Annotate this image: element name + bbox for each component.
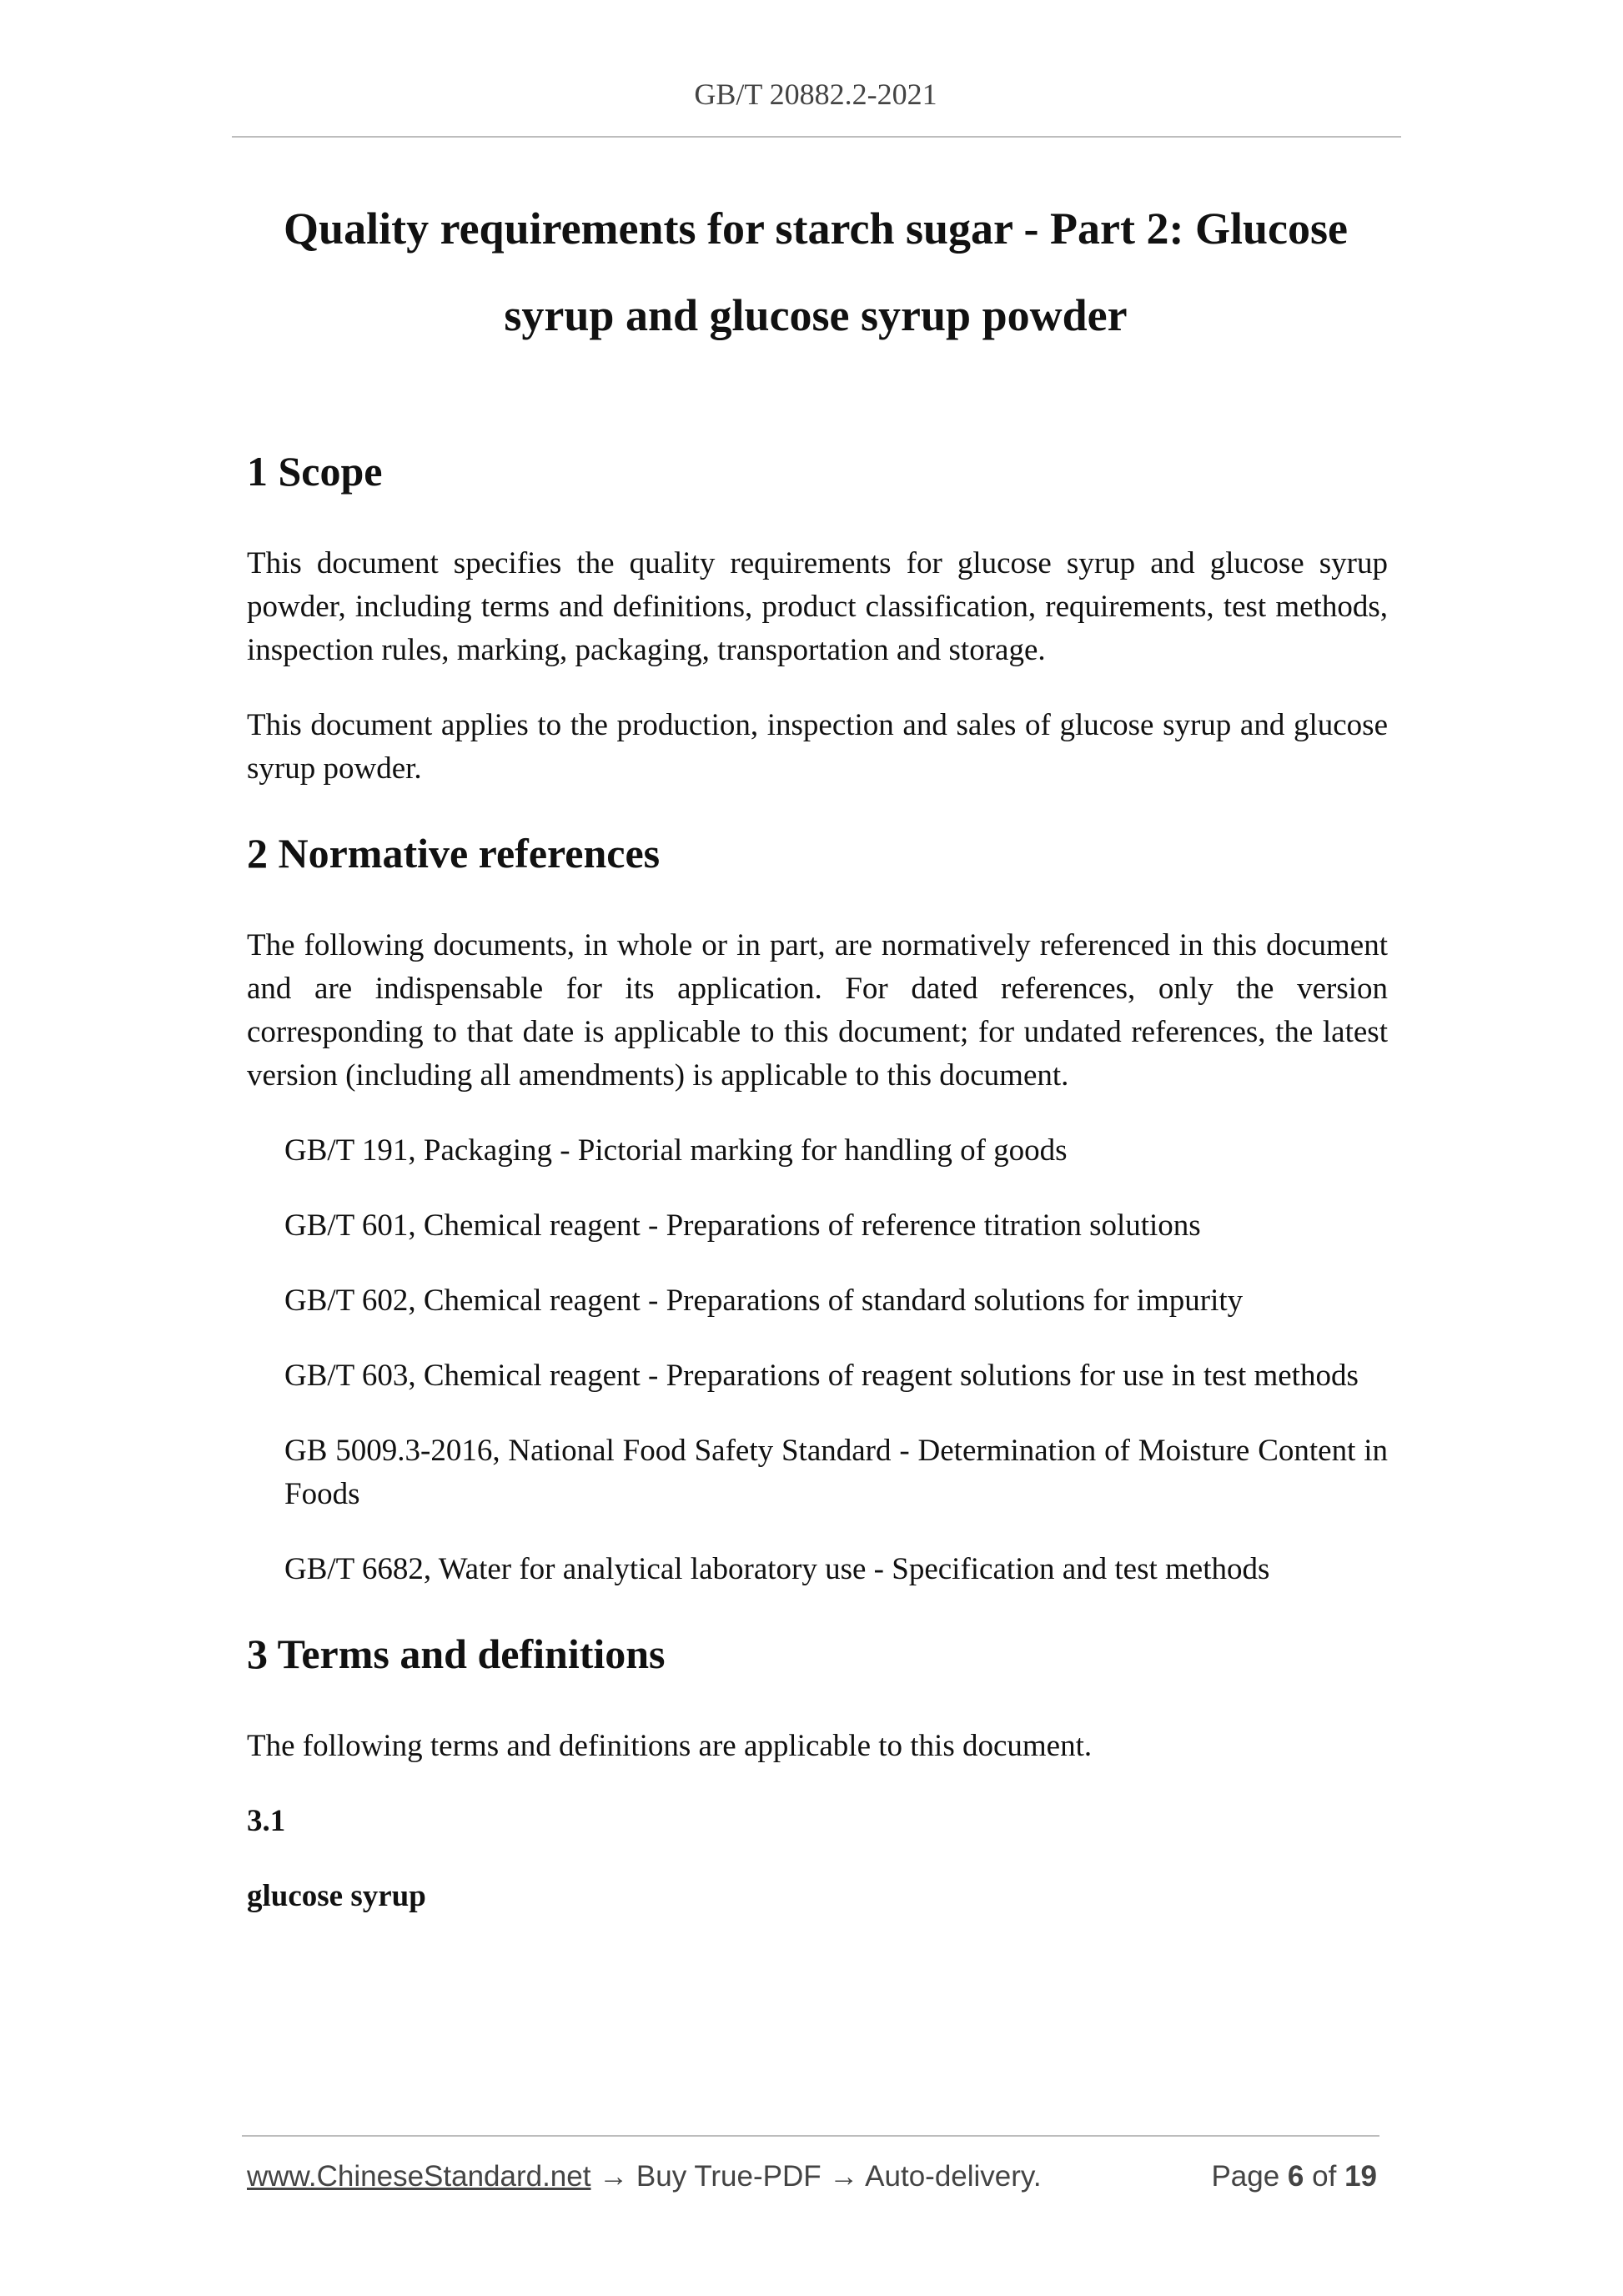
document-body [247, 442, 1388, 1918]
reference-item: GB/T 603, Chemical reagent - Preparations of reagent solutions for use in test methods [284, 1359, 1359, 1393]
website-link[interactable]: www.ChineseStandard.net [247, 2160, 591, 2193]
terms-intro-paragraph: The following terms and definitions are applicable to this document. [247, 1729, 1093, 1763]
section-normative-references [247, 824, 1388, 1591]
document-title-line-1: Quality requirements for starch sugar - Part 2: Glucose [284, 203, 1348, 254]
term-number: 3.1 [247, 1804, 286, 1838]
header-divider [232, 136, 1401, 138]
footer-divider [242, 2135, 1379, 2137]
section-heading-normative-references: 2 Normative references [247, 830, 661, 877]
section-heading-terms-and-definitions: 3 Terms and definitions [247, 1630, 666, 1677]
document-title-line-2: syrup and glucose syrup powder [504, 290, 1128, 340]
section-terms-and-definitions [247, 1625, 1388, 1918]
reference-item: GB/T 601, Chemical reagent - Preparations of reference titration solutions [284, 1208, 1201, 1243]
term-name: glucose syrup [247, 1879, 426, 1913]
page-of-label: of [1312, 2160, 1337, 2193]
normative-intro-paragraph: The following documents, in whole or in part, are normatively referenced in this document and are indispensable for its application. For dated references, only the version corresponding to that date is applicable to this document; for undated references, the latest version (including all amendments) is applicable to this document. [247, 928, 1388, 1093]
scope-paragraph-1: This document specifies the quality requirements for glucose syrup and glucose syrup powder, including terms and definitions, product classification, requirements, test methods, inspection rules, marking, packaging, transportation and storage. [247, 546, 1388, 667]
page-label: Page [1211, 2160, 1280, 2193]
current-page-number: 6 [1287, 2160, 1304, 2193]
section-heading-scope: 1 Scope [247, 448, 383, 495]
page-number-indicator [1211, 2157, 1377, 2197]
document-title [232, 185, 1399, 359]
footer-tagline: → Buy True-PDF → Auto-delivery. [590, 2160, 1042, 2193]
footer-promo [247, 2157, 1042, 2197]
reference-item: GB/T 602, Chemical reagent - Preparations of standard solutions for impurity [284, 1284, 1244, 1318]
reference-item: GB/T 191, Packaging - Pictorial marking for handling of goods [284, 1133, 1068, 1168]
page-header-code: GB/T 20882.2-2021 [694, 78, 937, 111]
reference-item: GB/T 6682, Water for analytical laboratory use - Specification and test methods [284, 1552, 1270, 1586]
reference-item: GB 5009.3-2016, National Food Safety Standard - Determination of Moisture Content in Foods [284, 1434, 1388, 1511]
total-page-count: 19 [1344, 2160, 1377, 2193]
section-scope [247, 442, 1388, 791]
scope-paragraph-2: This document applies to the production, inspection and sales of glucose syrup and glucose syrup powder. [247, 708, 1388, 786]
